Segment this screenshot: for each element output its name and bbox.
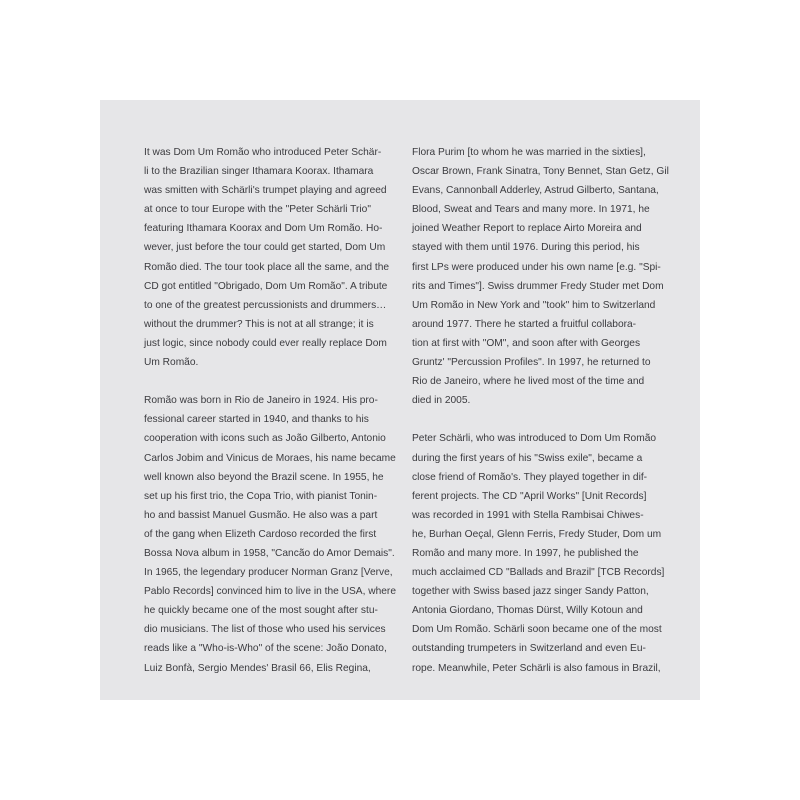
text-line: died in 2005.: [412, 395, 471, 407]
paragraph-introduction: [144, 143, 390, 372]
text-line: much acclaimed CD "Ballads and Brazil" [TCB Records]: [412, 567, 665, 579]
text-line: Romão died. The tour took place all the same, and the: [144, 261, 390, 273]
text-line: li to the Brazilian singer Ithamara Koorax. Ithamara: [144, 166, 374, 178]
text-line: stayed with them until 1976. During this period, his: [412, 242, 640, 254]
text-line: Oscar Brown, Frank Sinatra, Tony Bennet, Stan Getz, Gil: [412, 166, 669, 178]
text-line: rope. Meanwhile, Peter Schärli is also famous in Brazil,: [412, 662, 661, 674]
paragraph-career: [412, 143, 669, 410]
text-line: Romão and many more. In 1997, he published the: [412, 547, 639, 559]
text-line: tion at first with "OM", and soon after with Georges: [412, 337, 641, 349]
text-line: Romão was born in Rio de Janeiro in 1924. His pro-: [144, 395, 378, 407]
text-line: reads like a "Who-is-Who" of the scene: João Donato,: [144, 643, 387, 655]
text-line: to one of the greatest percussionists and drummers…: [144, 299, 387, 311]
text-line: just logic, since nobody could ever really replace Dom: [144, 337, 387, 349]
text-line: Rio de Janeiro, where he lived most of the time and: [412, 376, 645, 388]
text-line: In 1965, the legendary producer Norman Granz [Verve,: [144, 567, 393, 579]
text-line: was smitten with Schärli's trumpet playing and agreed: [144, 185, 387, 197]
text-line: fessional career started in 1940, and thanks to his: [144, 414, 369, 426]
text-line: ferent projects. The CD "April Works" [Unit Records]: [412, 490, 647, 502]
text-line: Luiz Bonfà, Sergio Mendes' Brasil 66, Elis Regina,: [144, 662, 371, 674]
text-line: Evans, Cannonball Adderley, Astrud Gilberto, Santana,: [412, 185, 659, 197]
text-line: Blood, Sweat and Tears and many more. In 1971, he: [412, 204, 650, 216]
text-line: around 1977. There he started a fruitful collabora-: [412, 318, 637, 330]
text-line: of the gang when Elizeth Cardoso recorded the first: [144, 528, 377, 540]
text-line: Dom Um Romão. Schärli soon became one of the most: [412, 624, 662, 636]
text-line: dio musicians. The list of those who used his services: [144, 624, 386, 636]
text-line: without the drummer? This is not at all strange; it is: [144, 318, 374, 330]
text-line: wever, just before the tour could get started, Dom Um: [144, 242, 386, 254]
text-line: cooperation with icons such as João Gilberto, Antonio: [144, 433, 386, 445]
text-line: It was Dom Um Romão who introduced Peter Schär-: [144, 147, 382, 158]
text-line: set up his first trio, the Copa Trio, with pianist Tonin-: [144, 490, 378, 502]
paragraph-friendship: [412, 429, 665, 677]
text-line: at once to tour Europe with the "Peter Schärli Trio": [144, 204, 371, 216]
paragraph-gap: [144, 372, 356, 391]
text-line: close friend of Romão's. They played together in dif-: [412, 471, 648, 483]
paragraph-biography: [144, 391, 396, 677]
text-line: Pablo Records] convinced him to live in the USA, where: [144, 586, 396, 598]
paragraph-gap: [412, 410, 624, 429]
booklet-page: [100, 100, 700, 700]
text-line: outstanding trumpeters in Switzerland and even Eu-: [412, 643, 646, 655]
text-line: Um Romão.: [144, 357, 199, 369]
text-line: Carlos Jobim and Vinicus de Moraes, his name became: [144, 452, 396, 464]
text-line: together with Swiss based jazz singer Sandy Patton,: [412, 586, 649, 598]
text-line: first LPs were produced under his own name [e.g. "Spi-: [412, 261, 661, 273]
right-column: [412, 143, 669, 678]
text-line: he quickly became one of the most sought after stu-: [144, 605, 378, 617]
text-line: CD got entitled "Obrigado, Dom Um Romão". A tribute: [144, 280, 388, 292]
text-line: Antonia Giordano, Thomas Dürst, Willy Kotoun and: [412, 605, 643, 617]
text-line: featuring Ithamara Koorax and Dom Um Romão. Ho-: [144, 223, 383, 235]
text-line: Gruntz' "Percussion Profiles". In 1997, he returned to: [412, 357, 651, 369]
text-line: Um Romão in New York and "took" him to Switzerland: [412, 299, 656, 311]
text-line: was recorded in 1991 with Stella Rambisai Chiwes-: [412, 509, 644, 521]
text-line: during the first years of his "Swiss exile", became a: [412, 452, 643, 464]
text-line: well known also beyond the Brazil scene. In 1955, he: [144, 471, 384, 483]
text-line: ho and bassist Manuel Gusmão. He also was a part: [144, 509, 378, 521]
text-line: rits and Times"]. Swiss drummer Fredy Studer met Dom: [412, 280, 664, 292]
text-line: joined Weather Report to replace Airto Moreira and: [412, 223, 642, 235]
left-column: [144, 143, 396, 678]
text-line: Peter Schärli, who was introduced to Dom Um Romão: [412, 433, 657, 445]
text-line: he, Burhan Oeçal, Glenn Ferris, Fredy Studer, Dom um: [412, 528, 662, 540]
text-line: Flora Purim [to whom he was married in the sixties],: [412, 147, 646, 158]
text-line: Bossa Nova album in 1958, "Cancão do Amor Demais".: [144, 547, 395, 559]
